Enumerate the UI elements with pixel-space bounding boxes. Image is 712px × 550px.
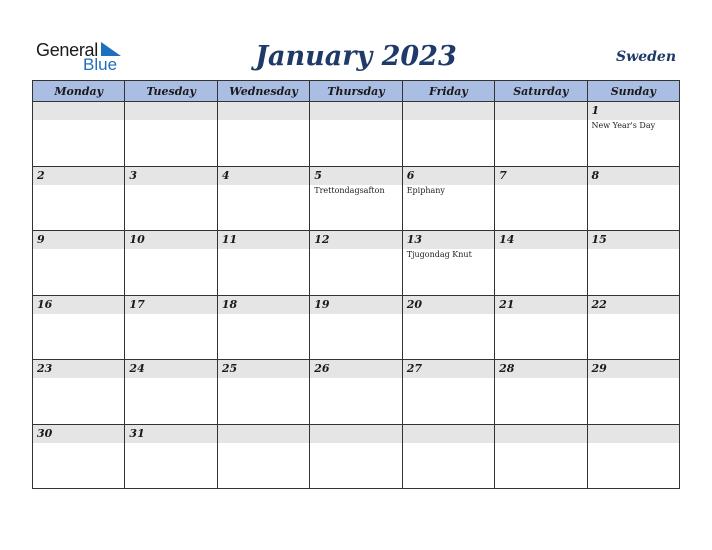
holiday-label: Trettondagsafton (314, 185, 385, 195)
day-cell (125, 166, 217, 231)
day-cell (495, 166, 587, 231)
day-cell (587, 360, 679, 425)
day-number: 19 (310, 296, 401, 314)
day-number: 30 (33, 425, 124, 443)
day-cell (217, 102, 309, 167)
day-cell (310, 295, 402, 360)
weekday-header: Monday (33, 81, 125, 102)
day-number (33, 102, 124, 120)
day-cell (587, 231, 679, 296)
day-number: 8 (588, 167, 679, 185)
day-cell (587, 424, 679, 489)
day-number: 31 (125, 425, 216, 443)
day-number (588, 425, 679, 443)
day-number (218, 425, 309, 443)
weekday-header: Tuesday (125, 81, 217, 102)
day-cell (217, 166, 309, 231)
day-cell (495, 295, 587, 360)
day-cell (310, 424, 402, 489)
day-number: 21 (495, 296, 586, 314)
day-cell (125, 231, 217, 296)
holiday-label: New Year's Day (591, 121, 656, 130)
day-cell (33, 102, 125, 167)
day-number: 16 (33, 296, 124, 314)
day-number: 17 (125, 296, 216, 314)
weekday-header: Wednesday (217, 81, 309, 102)
day-cell (125, 102, 217, 167)
day-number: 29 (588, 360, 679, 378)
holiday-label: Tjugondag Knut (406, 250, 472, 259)
day-cell (587, 295, 679, 360)
day-number: 23 (33, 360, 124, 378)
day-number: 4 (218, 167, 309, 185)
day-cell (402, 424, 494, 489)
page-title: January 2023 (255, 41, 457, 72)
day-number: 25 (218, 360, 309, 378)
day-cell (402, 102, 494, 167)
day-number (495, 425, 586, 443)
day-cell (310, 360, 402, 425)
week-row (33, 166, 680, 231)
day-number: 9 (33, 231, 124, 249)
day-cell (495, 360, 587, 425)
weekday-header-row (33, 81, 680, 102)
day-number: 10 (125, 231, 216, 249)
day-cell (402, 231, 494, 296)
day-cell (125, 295, 217, 360)
day-number: 20 (403, 296, 494, 314)
day-number: 27 (403, 360, 494, 378)
day-number: 15 (588, 231, 679, 249)
weekday-header: Thursday (310, 81, 402, 102)
day-number: 2 (33, 167, 124, 185)
day-number: 5 (310, 167, 401, 185)
day-number (310, 425, 401, 443)
day-cell (310, 102, 402, 167)
day-cell (33, 360, 125, 425)
logo-blue-text: Blue (83, 55, 118, 74)
week-row (33, 231, 680, 296)
day-number: 3 (125, 167, 216, 185)
week-row (33, 295, 680, 360)
day-number: 1 (588, 102, 679, 120)
day-cell (587, 166, 679, 231)
logo-general-text: General (36, 40, 98, 60)
day-number (403, 425, 494, 443)
day-number (495, 102, 586, 120)
day-cell (125, 360, 217, 425)
day-cell (402, 166, 494, 231)
calendar-grid (32, 80, 680, 489)
country-label: Sweden (616, 49, 676, 65)
day-number (310, 102, 401, 120)
week-row (33, 424, 680, 489)
day-cell (33, 231, 125, 296)
weekday-header: Sunday (587, 81, 679, 102)
day-cell (495, 424, 587, 489)
day-cell (217, 424, 309, 489)
day-cell (310, 231, 402, 296)
day-number: 7 (495, 167, 586, 185)
week-row (33, 360, 680, 425)
weekday-header: Saturday (495, 81, 587, 102)
day-cell (33, 424, 125, 489)
day-number: 14 (495, 231, 586, 249)
day-cell (402, 360, 494, 425)
day-number: 26 (310, 360, 401, 378)
day-cell (495, 231, 587, 296)
day-cell (33, 295, 125, 360)
day-cell (495, 102, 587, 167)
day-number: 28 (495, 360, 586, 378)
day-cell (217, 360, 309, 425)
day-cell (402, 295, 494, 360)
weekday-header: Friday (402, 81, 494, 102)
day-number (218, 102, 309, 120)
holiday-label: Epiphany (406, 185, 445, 195)
day-number: 11 (218, 231, 309, 249)
day-cell (217, 295, 309, 360)
day-number: 6 (403, 167, 494, 185)
day-cell (217, 231, 309, 296)
week-row (33, 102, 680, 167)
day-cell (587, 102, 679, 167)
day-number: 18 (218, 296, 309, 314)
day-cell (310, 166, 402, 231)
day-number: 22 (588, 296, 679, 314)
day-number: 24 (125, 360, 216, 378)
day-number: 12 (310, 231, 401, 249)
day-number (403, 102, 494, 120)
day-number (125, 102, 216, 120)
day-cell (33, 166, 125, 231)
day-cell (125, 424, 217, 489)
day-number: 13 (403, 231, 494, 249)
